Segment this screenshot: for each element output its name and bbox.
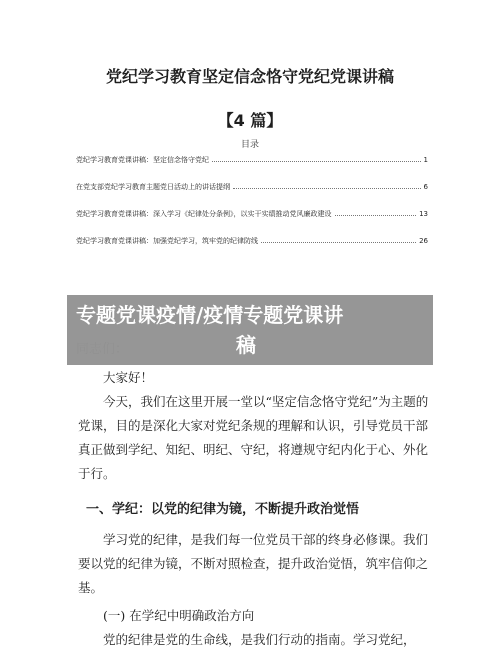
- toc-leader: [335, 211, 417, 216]
- intro-paragraph: 今天，我们在这里开展一堂以“坚定信念恪守党纪”为主题的党课，目的是深化大家对党纪条规的理解和认识，引导党员干部真正做到学纪、知纪、明纪、守纪，将遵规守纪内化于心、外化于行。: [78, 394, 429, 481]
- overlay-title[interactable]: [76, 300, 436, 360]
- toc-entry-text: 党纪学习教育党课讲稿：坚定信念恪守党纪: [76, 156, 209, 164]
- toc-entry-text: 党纪学习教育党课讲稿：深入学习《纪律处分条例》，以实干实绩推动党风廉政建设: [76, 210, 332, 218]
- subsection-heading: (一) 在学纪中明确政治方向: [103, 608, 255, 623]
- toc-entry-text: 在党支部党纪学习教育主题党日活动上的讲话提纲: [76, 183, 230, 191]
- toc-entry[interactable]: [76, 155, 428, 182]
- toc-leader: [212, 157, 421, 162]
- toc-entry-page: 1: [423, 156, 428, 164]
- document-subtitle: 【4 篇】: [217, 111, 283, 130]
- section-paragraph: 学习党的纪律，是我们每一位党员干部的终身必修课。我们要以党的纪律为镜，不断对照检查，提升政治觉悟，筑牢信仰之基。: [78, 532, 429, 595]
- toc-entry-text: 党纪学习教育党课讲稿：加强党纪学习，筑牢党的纪律防线: [76, 237, 258, 245]
- toc-leader: [233, 184, 421, 189]
- section-heading: 一、学纪：以党的纪律为镜，不断提升政治觉悟: [86, 502, 360, 517]
- overlay-title-line2: 稿: [236, 333, 256, 357]
- overlay-title-line1: 专题党课疫情/疫情专题党课讲: [76, 303, 344, 327]
- toc-entry-page: 6: [423, 183, 428, 191]
- speech-body: [78, 366, 430, 652]
- toc-entry-page: 26: [419, 237, 428, 245]
- document-title: 党纪学习教育坚定信念恪守党纪党课讲稿: [105, 67, 394, 86]
- toc-leader: [261, 238, 416, 243]
- toc-entry-page: 13: [419, 210, 428, 218]
- toc-entry[interactable]: [76, 209, 428, 236]
- table-of-contents: [76, 155, 428, 263]
- greeting: 大家好！: [103, 370, 154, 385]
- subsection-paragraph: 党的纪律是党的生命线，是我们行动的指南。学习党纪，: [103, 632, 416, 647]
- toc-entry[interactable]: [76, 236, 428, 263]
- toc-entry[interactable]: [76, 182, 428, 209]
- toc-heading: 目录: [240, 140, 259, 150]
